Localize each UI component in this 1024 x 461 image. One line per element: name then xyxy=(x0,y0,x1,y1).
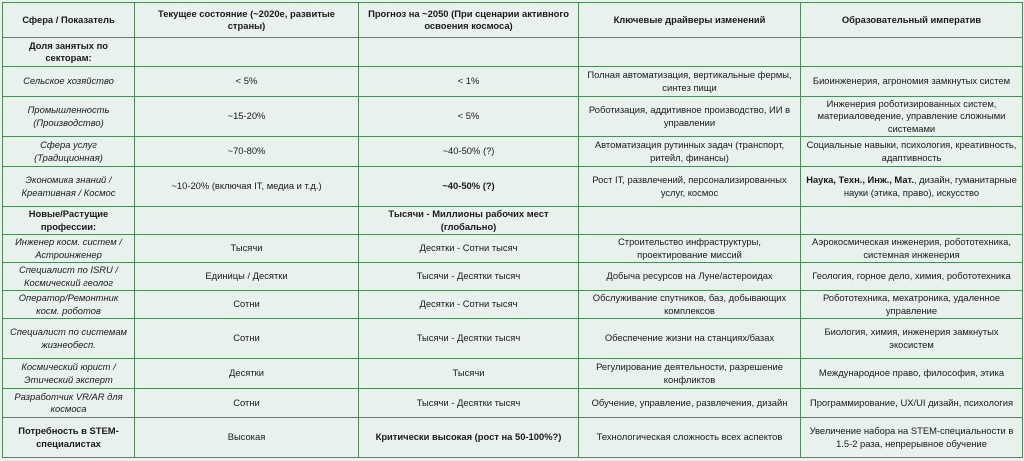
current-cell: Тысячи xyxy=(135,235,359,263)
table-row xyxy=(3,97,1023,137)
current-cell: ~70-80% xyxy=(135,137,359,167)
header-forecast: Прогноз на ~2050 (При сценарии активного освоения космоса) xyxy=(359,3,579,38)
education-cell: Робототехника, мехатроника, удаленное управление xyxy=(801,291,1023,319)
drivers-cell: Добыча ресурсов на Луне/астероидах xyxy=(579,263,801,291)
education-cell: Международное право, философия, этика xyxy=(801,359,1023,389)
header-drivers: Ключевые драйверы изменений xyxy=(579,3,801,38)
education-cell xyxy=(801,167,1023,207)
row-label: Разработчик VR/AR для космоса xyxy=(3,389,135,418)
forecast-cell: Тысячи - Десятки тысяч xyxy=(359,263,579,291)
table-row xyxy=(3,235,1023,263)
current-cell: ~10-20% (включая IT, медиа и т.д.) xyxy=(135,167,359,207)
row-label: Потребность в STEM-специалистах xyxy=(3,418,135,458)
row-label: Промышленность (Производство) xyxy=(3,97,135,137)
header-sphere: Сфера / Показатель xyxy=(3,3,135,38)
section-label-employment: Доля занятых по секторам: xyxy=(3,38,135,67)
forecast-cell: Десятки - Сотни тысяч xyxy=(359,291,579,319)
current-cell: Десятки xyxy=(135,359,359,389)
row-label: Инженер косм. систем / Астроинженер xyxy=(3,235,135,263)
education-cell: Социальные навыки, психология, креативность, адаптивность xyxy=(801,137,1023,167)
drivers-cell: Строительство инфраструктуры, проектирование миссий xyxy=(579,235,801,263)
education-cell: Геология, горное дело, химия, робототехника xyxy=(801,263,1023,291)
row-label: Специалист по системам жизнеобесп. xyxy=(3,319,135,359)
table-row xyxy=(3,359,1023,389)
table-row xyxy=(3,389,1023,418)
drivers-cell: Обучение, управление, развлечения, дизайн xyxy=(579,389,801,418)
table-row xyxy=(3,263,1023,291)
header-row xyxy=(3,3,1023,38)
forecast-cell: Десятки - Сотни тысяч xyxy=(359,235,579,263)
education-cell: Биоинженерия, агрономия замкнутых систем xyxy=(801,67,1023,97)
drivers-cell: Полная автоматизация, вертикальные фермы, синтез пищи xyxy=(579,67,801,97)
section-label-professions: Новые/Растущие профессии: xyxy=(3,207,135,235)
education-bold-text: Наука, Техн., Инж., Мат. xyxy=(806,174,914,186)
forecast-cell: Тысячи - Десятки тысяч xyxy=(359,389,579,418)
header-education: Образовательный императив xyxy=(801,3,1023,38)
education-cell: Аэрокосмическая инженерия, робототехника, системная инженерия xyxy=(801,235,1023,263)
row-label: Сфера услуг (Традиционная) xyxy=(3,137,135,167)
row-label: Экономика знаний / Креативная / Космос xyxy=(3,167,135,207)
forecast-cell: ~40-50% (?) xyxy=(359,167,579,207)
table-row xyxy=(3,137,1023,167)
forecast-cell: Критически высокая (рост на 50-100%?) xyxy=(359,418,579,458)
header-current: Текущее состояние (~2020е, развитые страны) xyxy=(135,3,359,38)
table-row xyxy=(3,291,1023,319)
drivers-cell: Обеспечение жизни на станциях/базах xyxy=(579,319,801,359)
current-cell: < 5% xyxy=(135,67,359,97)
education-cell: Программирование, UX/UI дизайн, психология xyxy=(801,389,1023,418)
forecast-cell: < 1% xyxy=(359,67,579,97)
current-cell: Высокая xyxy=(135,418,359,458)
drivers-cell: Обслуживание спутников, баз, добывающих комплексов xyxy=(579,291,801,319)
education-rest-text: , дизайн, гуманитарные науки (этика, право), искусство xyxy=(843,174,1017,198)
forecast-cell: ~40-50% (?) xyxy=(359,137,579,167)
education-cell: Инженерия роботизированных систем, материаловедение, управление сложными системами xyxy=(801,97,1023,137)
drivers-cell: Роботизация, аддитивное производство, ИИ в управлении xyxy=(579,97,801,137)
row-label: Космический юрист / Этический эксперт xyxy=(3,359,135,389)
section-row-employment xyxy=(3,38,1023,67)
education-cell: Увеличение набора на STEM-специальности в 1.5-2 раза, непрерывное обучение xyxy=(801,418,1023,458)
forecast-cell: Тысячи - Десятки тысяч xyxy=(359,319,579,359)
education-cell: Биология, химия, инженерия замкнутых экосистем xyxy=(801,319,1023,359)
drivers-cell: Рост IT, развлечений, персонализированных услуг, космос xyxy=(579,167,801,207)
current-cell: ~15-20% xyxy=(135,97,359,137)
row-label: Оператор/Ремонтник косм. роботов xyxy=(3,291,135,319)
table-row xyxy=(3,319,1023,359)
table-row xyxy=(3,67,1023,97)
current-cell: Единицы / Десятки xyxy=(135,263,359,291)
current-cell: Сотни xyxy=(135,389,359,418)
drivers-cell: Автоматизация рутинных задач (транспорт, ритейл, финансы) xyxy=(579,137,801,167)
section-row-professions xyxy=(3,207,1023,235)
row-label: Специалист по ISRU / Космический геолог xyxy=(3,263,135,291)
row-label: Сельское хозяйство xyxy=(3,67,135,97)
current-cell: Сотни xyxy=(135,319,359,359)
stem-row xyxy=(3,418,1023,458)
current-cell: Сотни xyxy=(135,291,359,319)
forecast-cell: Тысячи xyxy=(359,359,579,389)
forecast-note: Тысячи - Миллионы рабочих мест (глобально) xyxy=(359,207,579,235)
table-row xyxy=(3,167,1023,207)
drivers-cell: Технологическая сложность всех аспектов xyxy=(579,418,801,458)
forecast-table xyxy=(2,2,1023,458)
drivers-cell: Регулирование деятельности, разрешение конфликтов xyxy=(579,359,801,389)
forecast-cell: < 5% xyxy=(359,97,579,137)
